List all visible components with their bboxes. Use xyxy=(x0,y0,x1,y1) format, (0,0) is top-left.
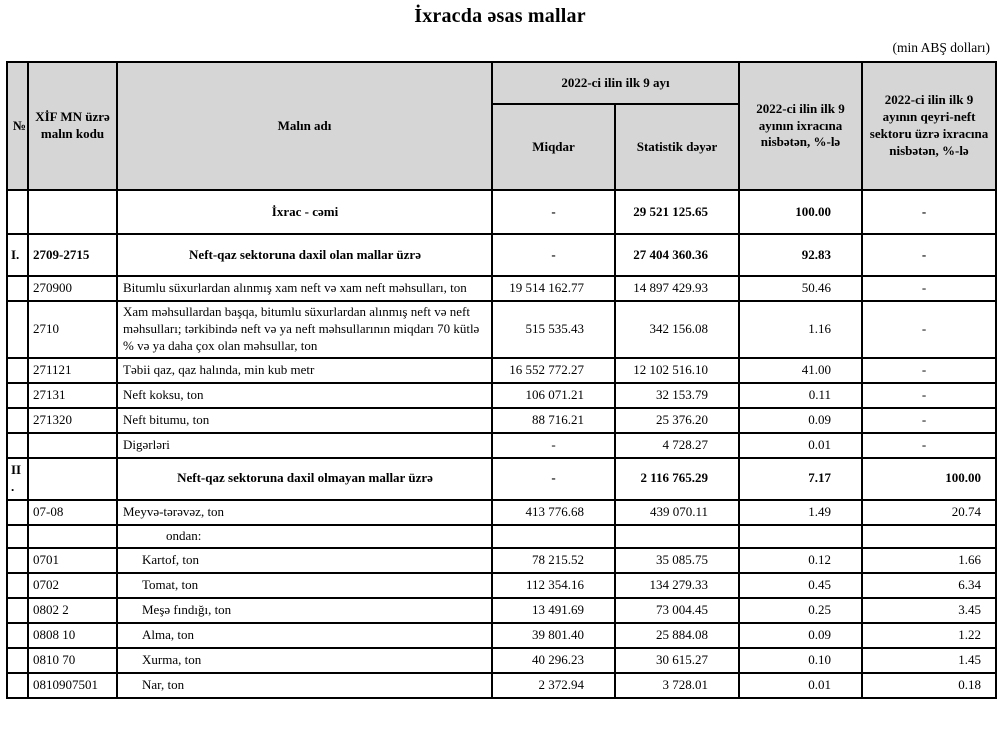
cell-no xyxy=(7,623,28,648)
cell-pct-export: 1.49 xyxy=(739,500,862,525)
cell-pct-export: 41.00 xyxy=(739,358,862,383)
cell-qty: 40 296.23 xyxy=(492,648,615,673)
cell-code: 07-08 xyxy=(28,500,117,525)
cell-code: 0802 2 xyxy=(28,598,117,623)
cell-name: Nar, ton xyxy=(117,673,492,698)
cell-pct-nonoil: - xyxy=(862,383,996,408)
cell-no xyxy=(7,500,28,525)
cell-qty: 19 514 162.77 xyxy=(492,276,615,301)
cell-value: 14 897 429.93 xyxy=(615,276,739,301)
cell-value: 29 521 125.65 xyxy=(615,190,739,234)
table-row xyxy=(7,623,996,648)
cell-pct-nonoil: 6.34 xyxy=(862,573,996,598)
header-value: Statistik dəyər xyxy=(615,104,739,190)
table-row xyxy=(7,548,996,573)
cell-value: 27 404 360.36 xyxy=(615,234,739,276)
cell-name: Bitumlu süxurlardan alınmış xam neft və xam neft məhsulları, ton xyxy=(117,276,492,301)
cell-code xyxy=(28,190,117,234)
cell-pct-nonoil: - xyxy=(862,408,996,433)
cell-code: 2709-2715 xyxy=(28,234,117,276)
cell-code: 2710 xyxy=(28,301,117,358)
cell-qty: - xyxy=(492,458,615,500)
header-no: № xyxy=(7,62,28,190)
header-name: Malın adı xyxy=(117,62,492,190)
cell-value: 439 070.11 xyxy=(615,500,739,525)
cell-no xyxy=(7,525,28,548)
cell-qty: 413 776.68 xyxy=(492,500,615,525)
cell-value: 134 279.33 xyxy=(615,573,739,598)
cell-no xyxy=(7,573,28,598)
cell-value: 342 156.08 xyxy=(615,301,739,358)
cell-pct-nonoil: - xyxy=(862,190,996,234)
cell-no xyxy=(7,190,28,234)
cell-qty: 13 491.69 xyxy=(492,598,615,623)
table-row xyxy=(7,433,996,458)
cell-no xyxy=(7,598,28,623)
cell-code: 0702 xyxy=(28,573,117,598)
cell-no xyxy=(7,358,28,383)
cell-no xyxy=(7,383,28,408)
unit-note: (min ABŞ dolları) xyxy=(892,40,990,55)
cell-pct-export: 0.01 xyxy=(739,433,862,458)
cell-code: 0701 xyxy=(28,548,117,573)
cell-pct-nonoil: - xyxy=(862,276,996,301)
cell-pct-nonoil: - xyxy=(862,433,996,458)
cell-qty: 106 071.21 xyxy=(492,383,615,408)
page-title: İxracda əsas mallar xyxy=(414,5,586,27)
table-row xyxy=(7,408,996,433)
cell-pct-nonoil: - xyxy=(862,358,996,383)
table-row xyxy=(7,276,996,301)
cell-code: 271121 xyxy=(28,358,117,383)
cell-name: Neft-qaz sektoruna daxil olmayan mallar üzrə xyxy=(117,458,492,500)
table-row xyxy=(7,234,996,276)
cell-no xyxy=(7,673,28,698)
table-row xyxy=(7,648,996,673)
cell-pct-export: 0.09 xyxy=(739,408,862,433)
cell-name: Kartof, ton xyxy=(117,548,492,573)
cell-pct-nonoil: 20.74 xyxy=(862,500,996,525)
cell-code: 0810907501 xyxy=(28,673,117,698)
cell-no: I. xyxy=(7,234,28,276)
cell-pct-export: 0.10 xyxy=(739,648,862,673)
cell-pct-nonoil: 0.18 xyxy=(862,673,996,698)
export-table xyxy=(6,61,997,699)
header-quantity: Miqdar xyxy=(492,104,615,190)
header-code: XİF MN üzrə malın kodu xyxy=(28,62,117,190)
cell-no xyxy=(7,408,28,433)
cell-pct-export: 92.83 xyxy=(739,234,862,276)
cell-pct-export: 0.25 xyxy=(739,598,862,623)
cell-name: Digərləri xyxy=(117,433,492,458)
cell-pct-nonoil: 1.66 xyxy=(862,548,996,573)
cell-name: Təbii qaz, qaz halında, min kub metr xyxy=(117,358,492,383)
cell-pct-export: 50.46 xyxy=(739,276,862,301)
cell-no xyxy=(7,276,28,301)
cell-pct-export: 0.12 xyxy=(739,548,862,573)
cell-value: 25 376.20 xyxy=(615,408,739,433)
cell-qty: 2 372.94 xyxy=(492,673,615,698)
cell-qty: - xyxy=(492,234,615,276)
cell-qty: 88 716.21 xyxy=(492,408,615,433)
cell-no xyxy=(7,648,28,673)
cell-value: 25 884.08 xyxy=(615,623,739,648)
cell-value: 32 153.79 xyxy=(615,383,739,408)
cell-code xyxy=(28,433,117,458)
cell-qty: 78 215.52 xyxy=(492,548,615,573)
cell-pct-export: 7.17 xyxy=(739,458,862,500)
table-row xyxy=(7,190,996,234)
cell-no xyxy=(7,433,28,458)
cell-value: 2 116 765.29 xyxy=(615,458,739,500)
cell-value: 73 004.45 xyxy=(615,598,739,623)
cell-qty: - xyxy=(492,190,615,234)
cell-pct-nonoil: - xyxy=(862,234,996,276)
cell-code: 271320 xyxy=(28,408,117,433)
cell-pct-nonoil: 1.45 xyxy=(862,648,996,673)
cell-name: İxrac - cəmi xyxy=(117,190,492,234)
cell-value: 12 102 516.10 xyxy=(615,358,739,383)
cell-no: II. xyxy=(7,458,28,500)
cell-value: 3 728.01 xyxy=(615,673,739,698)
cell-code xyxy=(28,458,117,500)
cell-pct-export: 0.11 xyxy=(739,383,862,408)
cell-pct-export xyxy=(739,525,862,548)
cell-pct-export: 0.09 xyxy=(739,623,862,648)
table-row xyxy=(7,301,996,358)
cell-value: 30 615.27 xyxy=(615,648,739,673)
cell-code xyxy=(28,525,117,548)
cell-qty: 16 552 772.27 xyxy=(492,358,615,383)
cell-qty: 515 535.43 xyxy=(492,301,615,358)
table-row xyxy=(7,500,996,525)
table-row xyxy=(7,358,996,383)
cell-name: Neft bitumu, ton xyxy=(117,408,492,433)
cell-code: 27131 xyxy=(28,383,117,408)
cell-no xyxy=(7,548,28,573)
cell-code: 270900 xyxy=(28,276,117,301)
export-table-body xyxy=(7,190,996,698)
cell-pct-export: 100.00 xyxy=(739,190,862,234)
cell-name: ondan: xyxy=(117,525,492,548)
cell-code: 0810 70 xyxy=(28,648,117,673)
cell-name: Alma, ton xyxy=(117,623,492,648)
table-row xyxy=(7,525,996,548)
cell-pct-nonoil: - xyxy=(862,301,996,358)
cell-pct-nonoil xyxy=(862,525,996,548)
cell-name: Neft-qaz sektoruna daxil olan mallar üzrə xyxy=(117,234,492,276)
cell-name: Meyvə-tərəvəz, ton xyxy=(117,500,492,525)
cell-name: Xam məhsullardan başqa, bitumlu süxurlardan alınmış neft və neft məhsulları; tərkibində neft və ya neft məhsullarının miqdarı 70 kütlə % və ya daha çox olan məhsullar, ton xyxy=(117,301,492,358)
cell-code: 0808 10 xyxy=(28,623,117,648)
cell-pct-export: 0.01 xyxy=(739,673,862,698)
cell-value: 4 728.27 xyxy=(615,433,739,458)
cell-pct-nonoil: 3.45 xyxy=(862,598,996,623)
cell-pct-nonoil: 1.22 xyxy=(862,623,996,648)
cell-name: Meşə fındığı, ton xyxy=(117,598,492,623)
export-table-header xyxy=(7,62,996,190)
table-row xyxy=(7,383,996,408)
cell-name: Neft koksu, ton xyxy=(117,383,492,408)
cell-pct-export: 0.45 xyxy=(739,573,862,598)
cell-value: 35 085.75 xyxy=(615,548,739,573)
cell-qty xyxy=(492,525,615,548)
table-row xyxy=(7,673,996,698)
table-row xyxy=(7,573,996,598)
cell-pct-nonoil: 100.00 xyxy=(862,458,996,500)
cell-value xyxy=(615,525,739,548)
cell-qty: 39 801.40 xyxy=(492,623,615,648)
table-row xyxy=(7,598,996,623)
cell-no xyxy=(7,301,28,358)
table-row xyxy=(7,458,996,500)
header-pct-nonoil: 2022-ci ilin ilk 9 ayının qeyri-neft sektoru üzrə ixracına nisbətən, %-lə xyxy=(862,62,996,190)
cell-name: Xurma, ton xyxy=(117,648,492,673)
cell-name: Tomat, ton xyxy=(117,573,492,598)
cell-qty: 112 354.16 xyxy=(492,573,615,598)
cell-pct-export: 1.16 xyxy=(739,301,862,358)
header-pct-export: 2022-ci ilin ilk 9 ayının ixracına nisbətən, %-lə xyxy=(739,62,862,190)
header-period-group: 2022-ci ilin ilk 9 ayı xyxy=(492,62,739,104)
cell-qty: - xyxy=(492,433,615,458)
